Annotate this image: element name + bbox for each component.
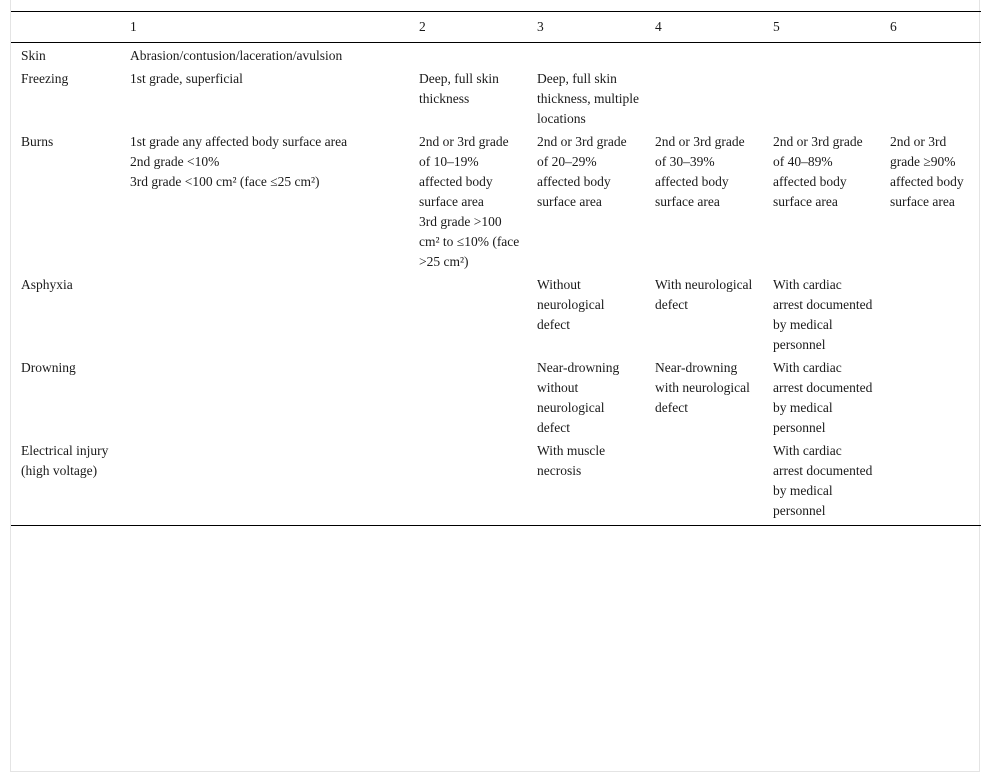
- row-label: Burns: [21, 134, 54, 149]
- table-cell: 2nd or 3rd grade of 30–39% affected body surface area: [655, 134, 745, 209]
- row-label: Asphyxia: [21, 277, 73, 292]
- header-cell-category: [11, 12, 120, 43]
- header-cell-grade-5: 5: [773, 19, 780, 34]
- row-label: Freezing: [21, 71, 69, 86]
- table-cell: [763, 66, 880, 129]
- table-cell: [409, 355, 527, 438]
- table-cell: Without neurological defect: [537, 277, 605, 332]
- table-cell: [880, 66, 981, 129]
- table-cell: 2nd or 3rd grade ≥90% affected body surface area: [890, 134, 964, 209]
- table-cell: Abrasion/contusion/laceration/avulsion: [130, 48, 343, 63]
- table-row-freezing: [11, 66, 981, 129]
- table-cell: [120, 272, 409, 355]
- table-cell: With cardiac arrest documented by medical personnel: [773, 443, 873, 518]
- table-row-drowning: [11, 355, 981, 438]
- injury-severity-table: [11, 11, 981, 526]
- table-cell: [409, 438, 527, 526]
- row-label: Skin: [21, 48, 46, 63]
- table-cell: Near-drowning with neurological defect: [655, 360, 750, 415]
- table-cell: 2nd or 3rd grade of 40–89% affected body surface area: [773, 134, 863, 209]
- row-label: Electrical injury (high voltage): [21, 443, 109, 478]
- table-cell: [645, 438, 763, 526]
- table-cell: [880, 438, 981, 526]
- table-cell: 2nd or 3rd grade of 20–29% affected body surface area: [537, 134, 627, 209]
- table-row-skin: [11, 43, 981, 67]
- header-cell-grade-6: 6: [890, 19, 897, 34]
- table-cell: 1st grade, superficial: [130, 71, 243, 86]
- table-cell: Deep, full skin thickness, multiple locations: [537, 71, 639, 126]
- table-cell: With muscle necrosis: [537, 443, 606, 478]
- row-label: Drowning: [21, 360, 76, 375]
- table-cell: Deep, full skin thickness: [419, 71, 499, 106]
- table-cell: With cardiac arrest documented by medical personnel: [773, 277, 873, 352]
- table-header-row: [11, 12, 981, 43]
- table-row-burns: [11, 129, 981, 272]
- table-cell: [120, 438, 409, 526]
- header-cell-grade-2: 2: [419, 19, 426, 34]
- table-cell: [880, 355, 981, 438]
- header-cell-grade-4: 4: [655, 19, 662, 34]
- table-cell: 2nd or 3rd grade of 10–19% affected body surface area 3rd grade >100 cm² to ≤10% (face >25 cm²): [419, 134, 520, 269]
- table-cell: [120, 355, 409, 438]
- table-row-asphyxia: [11, 272, 981, 355]
- table-cell: [880, 272, 981, 355]
- table-cell: [645, 66, 763, 129]
- table-cell: Near-drowning without neurological defect: [537, 360, 620, 435]
- header-cell-grade-3: 3: [537, 19, 544, 34]
- table-row-electrical-injury: [11, 438, 981, 526]
- table-cell: [409, 272, 527, 355]
- table-cell: 1st grade any affected body surface area 2nd grade <10% 3rd grade <100 cm² (face ≤25 cm²): [130, 134, 348, 189]
- header-cell-grade-1: 1: [130, 19, 137, 34]
- table-cell: With cardiac arrest documented by medical personnel: [773, 360, 873, 435]
- table-cell: With neurological defect: [655, 277, 753, 312]
